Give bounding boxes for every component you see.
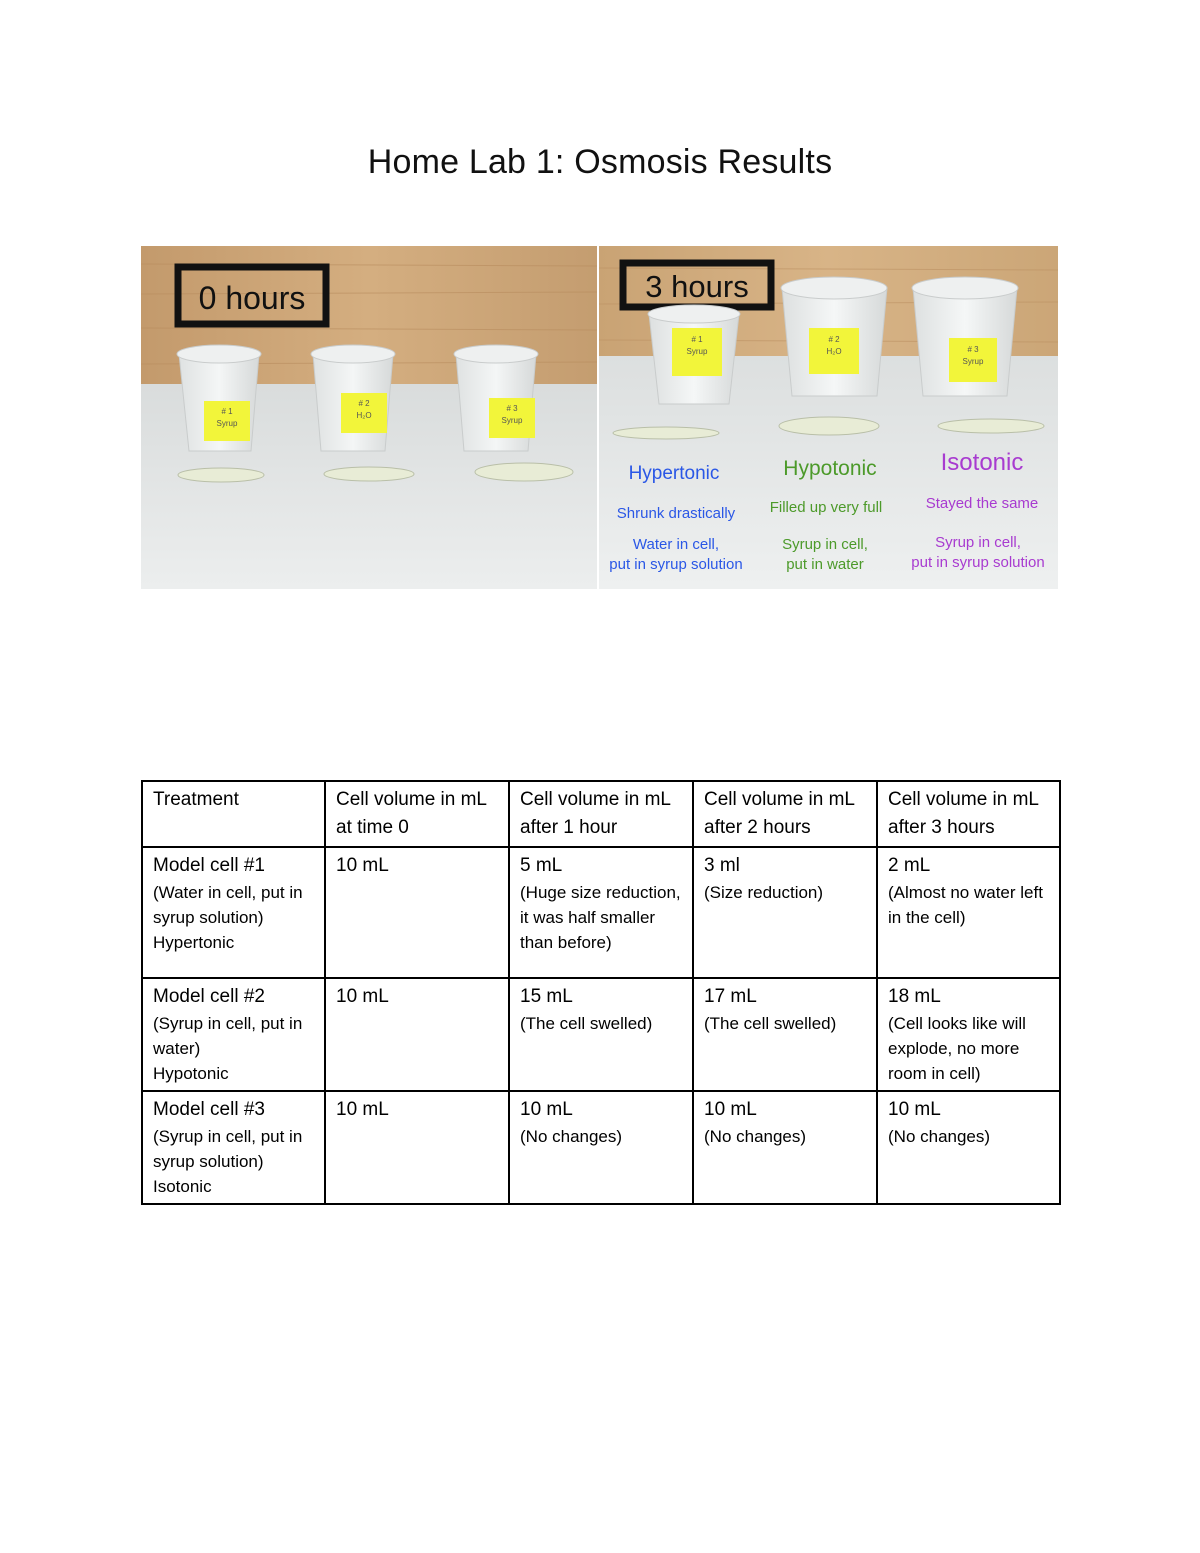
results-table xyxy=(141,780,1061,1205)
header-after-1-hour: Cell volume in mL after 1 hour xyxy=(509,781,693,847)
svg-text:H₂O: H₂O xyxy=(356,411,372,420)
volume-1-hour: 5 mL (Huge size reduction, it was half smaller than before) xyxy=(509,847,693,978)
volume-1-hour: 15 mL (The cell swelled) xyxy=(509,978,693,1091)
treatment-note: (Syrup in cell, put in water) xyxy=(153,1014,303,1058)
svg-text:Syrup: Syrup xyxy=(686,347,708,356)
treatment-name: Model cell #3 xyxy=(153,1099,265,1120)
label-hypertonic: Hypertonic xyxy=(628,463,720,484)
svg-text:# 3: # 3 xyxy=(967,345,979,354)
treatment-type: Hypertonic xyxy=(153,933,235,952)
time-label-left: 0 hours xyxy=(198,280,306,316)
cup-2-right xyxy=(781,277,887,396)
volume-3-hours: 10 mL (No changes) xyxy=(877,1091,1060,1204)
treatment-type: Isotonic xyxy=(153,1177,212,1196)
cup-1-left xyxy=(177,345,261,451)
desc2-isotonic: put in syrup solution xyxy=(911,554,1045,571)
photo-three-hours xyxy=(599,246,1058,589)
desc1-isotonic: Syrup in cell, xyxy=(935,534,1021,551)
desc1-hypotonic: Syrup in cell, xyxy=(782,536,868,553)
svg-text:# 1: # 1 xyxy=(691,335,703,344)
result-isotonic: Stayed the same xyxy=(925,495,1039,512)
svg-text:# 1: # 1 xyxy=(221,407,233,416)
svg-text:# 2: # 2 xyxy=(828,335,840,344)
svg-text:# 3: # 3 xyxy=(506,404,518,413)
label-isotonic: Isotonic xyxy=(940,449,1024,476)
header-after-2-hours: Cell volume in mL after 2 hours xyxy=(693,781,877,847)
treatment-type: Hypotonic xyxy=(153,1064,229,1083)
model-cell-1-left xyxy=(178,468,264,482)
volume-2-hours: 3 ml (Size reduction) xyxy=(693,847,877,978)
result-hypertonic: Shrunk drastically xyxy=(616,505,736,522)
table-row xyxy=(142,847,1060,978)
volume-3-hours: 2 mL (Almost no water left in the cell) xyxy=(877,847,1060,978)
label-hypotonic: Hypotonic xyxy=(783,457,877,480)
treatment-name: Model cell #1 xyxy=(153,855,265,876)
header-time-0: Cell volume in mL at time 0 xyxy=(325,781,509,847)
svg-text:H₂O: H₂O xyxy=(826,347,842,356)
time-label-right: 3 hours xyxy=(645,269,749,304)
volume-time-0: 10 mL xyxy=(325,847,509,978)
model-cell-3-right xyxy=(938,419,1044,433)
svg-text:Syrup: Syrup xyxy=(962,357,984,366)
photo-zero-hours xyxy=(141,246,597,589)
table-row xyxy=(142,978,1060,1091)
volume-time-0: 10 mL xyxy=(325,1091,509,1204)
result-hypotonic: Filled up very full xyxy=(769,499,883,516)
treatment-name: Model cell #2 xyxy=(153,986,265,1007)
treatment-note: (Syrup in cell, put in syrup solution) xyxy=(153,1127,303,1171)
treatment-cell xyxy=(142,978,325,1091)
cup-1-right xyxy=(648,305,740,404)
volume-time-0: 10 mL xyxy=(325,978,509,1091)
treatment-note: (Water in cell, put in syrup solution) xyxy=(153,883,303,927)
desc2-hypotonic: put in water xyxy=(786,556,864,573)
desc2-hypertonic: put in syrup solution xyxy=(609,556,743,573)
desc1-hypertonic: Water in cell, xyxy=(632,536,720,553)
volume-2-hours: 17 mL (The cell swelled) xyxy=(693,978,877,1091)
cup-3-right xyxy=(912,277,1018,396)
treatment-cell xyxy=(142,847,325,978)
table-header-row xyxy=(142,781,1060,847)
model-cell-2-right xyxy=(779,417,879,435)
treatment-cell xyxy=(142,1091,325,1204)
page-title: Home Lab 1: Osmosis Results xyxy=(367,143,833,181)
model-cell-3-left xyxy=(475,463,573,481)
svg-text:# 2: # 2 xyxy=(358,399,370,408)
model-cell-2-left xyxy=(324,467,414,481)
header-treatment: Treatment xyxy=(142,781,325,847)
svg-text:Syrup: Syrup xyxy=(216,419,238,428)
volume-1-hour: 10 mL (No changes) xyxy=(509,1091,693,1204)
cup-2-left xyxy=(311,345,395,451)
svg-text:Syrup: Syrup xyxy=(501,416,523,425)
volume-3-hours: 18 mL (Cell looks like will explode, no more room in cell) xyxy=(877,978,1060,1091)
volume-2-hours: 10 mL (No changes) xyxy=(693,1091,877,1204)
table-row xyxy=(142,1091,1060,1204)
header-after-3-hours: Cell volume in mL after 3 hours xyxy=(877,781,1060,847)
model-cell-1-right xyxy=(613,427,719,439)
cup-3-left xyxy=(454,345,538,451)
